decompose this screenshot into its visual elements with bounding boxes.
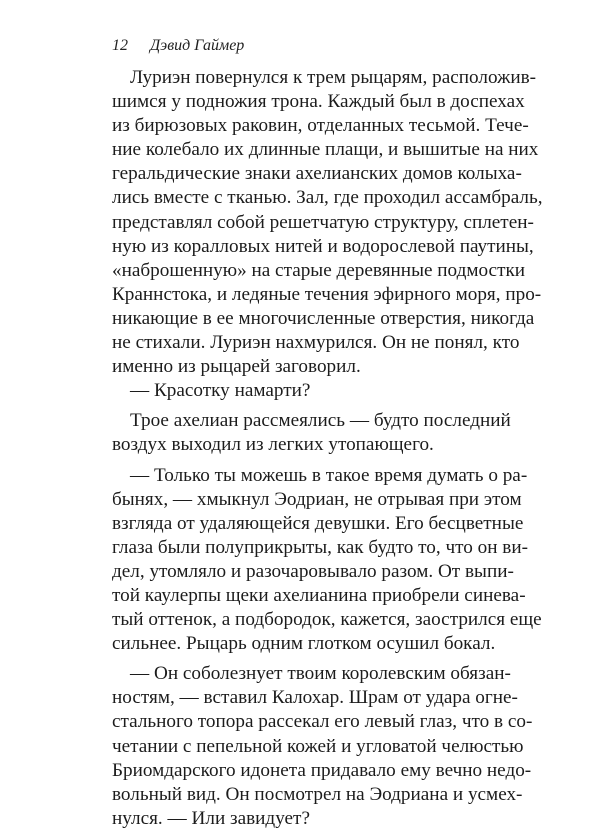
text-line: ностям, — вставил Калохар. Шрам от удара огне- [112, 687, 518, 709]
text-line: бынях, — хмыкнул Эодриан, не отрывая при этом [112, 488, 522, 510]
text-line: той каулерпы щеки ахелианина приобрели синева- [112, 584, 526, 606]
running-header-author: Дэвид Гаймер [150, 37, 245, 54]
text-line: ние колебало их длинные плащи, и вышитые на них [112, 139, 539, 161]
text-line: представлял собой решетчатую структуру, сплетен- [112, 211, 534, 233]
paragraph [112, 662, 533, 831]
page-number: 12 [112, 37, 128, 54]
text-line: Бриомдарского идонета придавало ему вечно недо- [112, 759, 532, 781]
text-line: Краннстока, и ледяные течения эфирного моря, про- [112, 283, 542, 305]
paragraph [112, 66, 543, 379]
text-line: вольный вид. Он посмотрел на Эодриана и усмех- [112, 783, 523, 805]
text-line: никающие в ее многочисленные отверстия, никогда [112, 307, 535, 329]
text-line: геральдические знаки ахелианских домов колыха- [112, 163, 522, 185]
text-line: дел, утомляло и разочаровывало разом. От выпи- [112, 560, 514, 582]
running-header [112, 37, 244, 55]
body-text [112, 66, 543, 831]
text-line: «наброшенную» на старые деревянные подмостки [112, 259, 526, 281]
text-line: из бирюзовых раковин, отделанных тесьмой. Тече- [112, 115, 529, 137]
text-line: шимся у подножия трона. Каждый был в доспехах [112, 91, 525, 113]
text-line: Трое ахелиан рассмеялись — будто последний [130, 410, 511, 432]
text-line: глаза были полуприкрыты, как будто то, что он ви- [112, 536, 528, 558]
text-line: взгляда от удаляющейся девушки. Его бесцветные [112, 512, 524, 534]
paragraph [112, 379, 494, 403]
text-line: лись вместе с тканью. Зал, где проходил ассамбраль, [112, 187, 543, 209]
text-line: не стихали. Луриэн нахмурился. Он не понял, кто [112, 332, 520, 354]
text-line: — Только ты можешь в такое время думать о ра- [130, 464, 528, 486]
text-line: ную из коралловых нитей и водорослевой паутины, [112, 235, 534, 257]
text-line: воздух выходил из легких утопающего. [112, 434, 434, 456]
text-line: — Он соболезнует твоим королевским обязан- [130, 663, 511, 685]
text-line: нулся. — Или завидует? [112, 807, 310, 829]
paragraph [112, 409, 511, 457]
text-line: четании с пепельной кожей и угловатой челюстью [112, 735, 524, 757]
text-line: сильнее. Рыцарь одним глотком осушил бокал. [112, 633, 496, 655]
paragraph [112, 464, 542, 657]
text-line: именно из рыцарей заговорил. [112, 356, 361, 378]
text-line: стального топора рассекал его левый глаз, что в со- [112, 711, 533, 733]
text-line: — Красотку намарти? [130, 380, 311, 402]
text-line: тый оттенок, а подбородок, кажется, заострился еще [112, 609, 542, 631]
text-line: Луриэн повернулся к трем рыцарям, расположив- [130, 67, 537, 88]
